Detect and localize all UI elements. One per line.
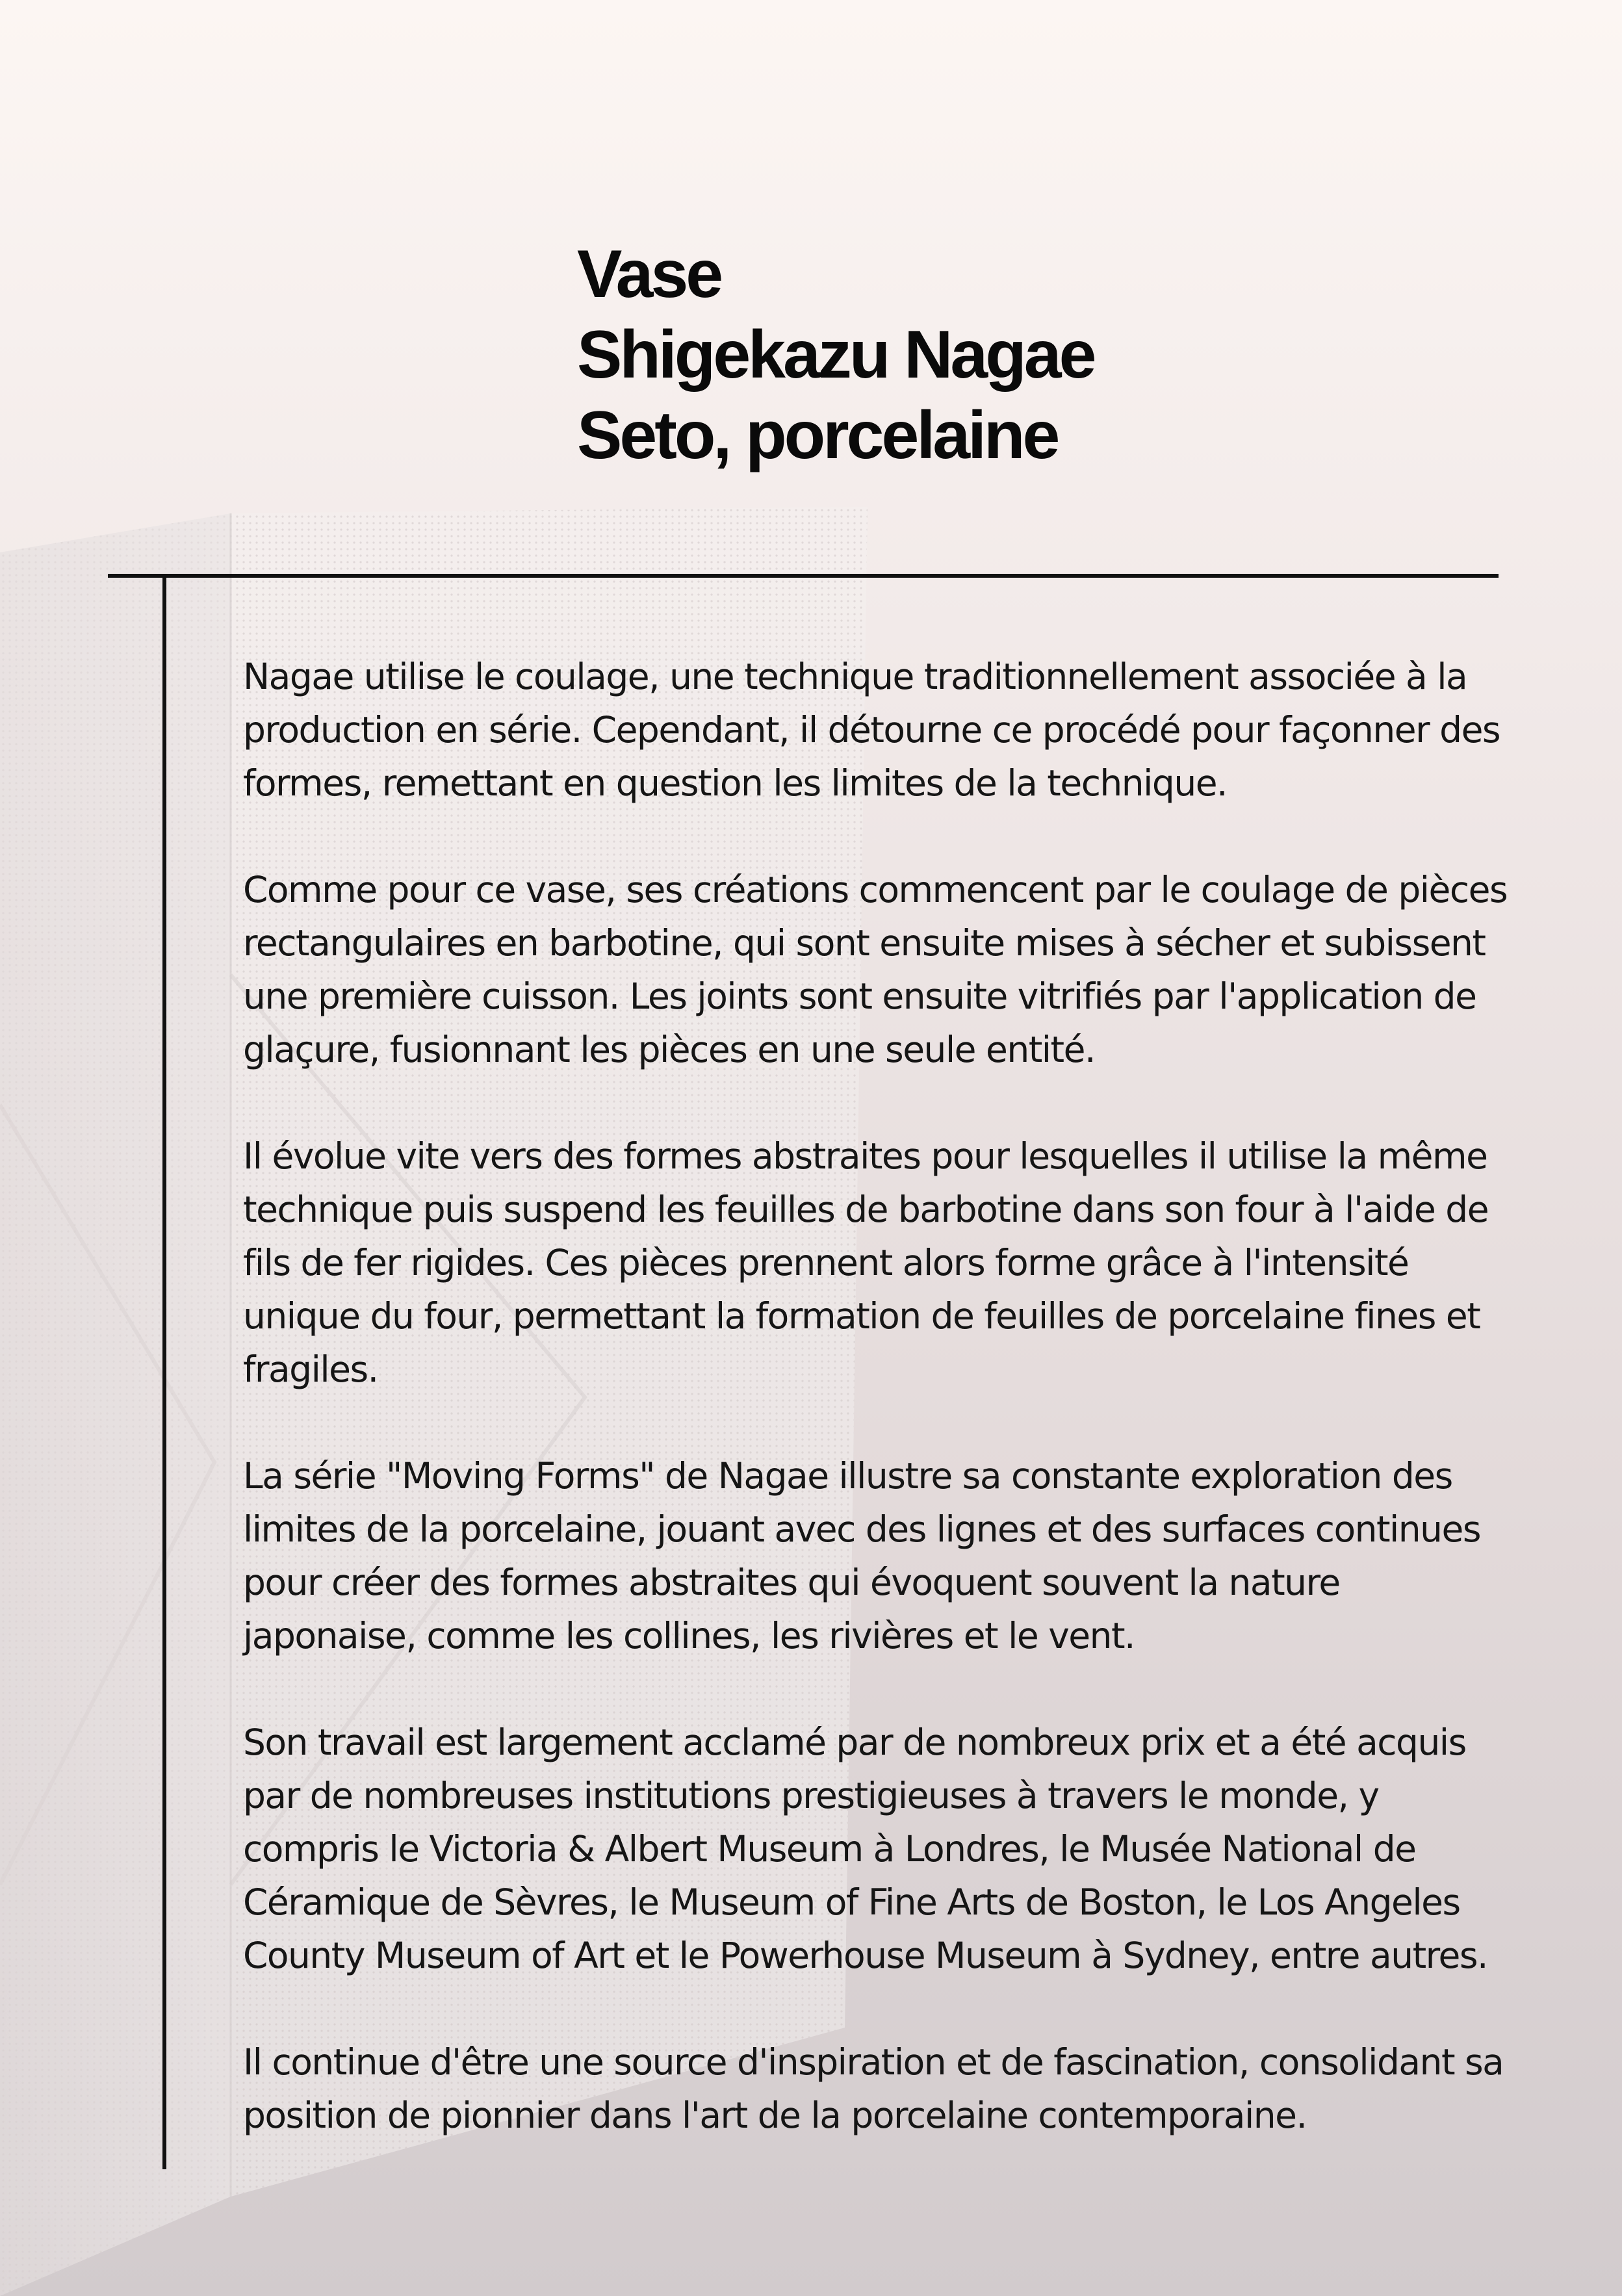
- paragraph-process: Comme pour ce vase, ses créations commencent par le coulage de pièces rectangulaires en barbotine, qui sont ensuite mises à sécher et subissent une première cuisson. Les joints sont ensuite vitrifiés par l'application de glaçure, fusionnant les pièces en une seule entité.: [243, 869, 1508, 1070]
- paragraph-technique: Nagae utilise le coulage, une technique traditionnellement associée à la production en série. Cependant, il détourne ce procédé pour façonner des formes, remettant en question les limites de la technique.: [243, 656, 1500, 804]
- title-block: [577, 234, 1357, 476]
- paragraph-abstract-forms: Il évolue vite vers des formes abstraites pour lesquelles il utilise la même technique puis suspend les feuilles de barbotine dans son four à l'aide de fils de fer rigides. Ces pièces prennent alors forme grâce à l'intensité unique du four, permettant la formation de feuilles de porcelaine fines et fragiles.: [243, 1135, 1489, 1390]
- horizontal-divider: [108, 574, 1499, 578]
- title-object: Vase: [577, 237, 721, 312]
- paragraph-collections: Son travail est largement acclamé par de nombreux prix et a été acquis par de nombreuses institutions prestigieuses à travers le monde, y compris le Victoria & Albert Museum à Londres, le Musée National de Céramique de Sèvres, le Museum of Fine Arts de Boston, le Los Angeles County Museum of Art et le Powerhouse Museum à Sydney, entre autres.: [243, 1722, 1488, 1976]
- vase-side-texture: [0, 513, 231, 2296]
- paragraph-legacy: Il continue d'être une source d'inspiration et de fascination, consolidant sa position de pionnier dans l'art de la porcelaine contemporaine.: [243, 2041, 1504, 2136]
- paragraph-moving-forms: La série "Moving Forms" de Nagae illustre sa constante exploration des limites de la porcelaine, jouant avec des lignes et des surfaces continues pour créer des formes abstraites qui évoquent souvent la nature japonaise, comme les collines, les rivières et le vent.: [243, 1455, 1481, 1657]
- title-origin-material: Seto, porcelaine: [577, 398, 1058, 473]
- description-body: [243, 650, 1582, 2195]
- title-artist: Shigekazu Nagae: [577, 317, 1094, 393]
- vertical-divider: [162, 574, 166, 2169]
